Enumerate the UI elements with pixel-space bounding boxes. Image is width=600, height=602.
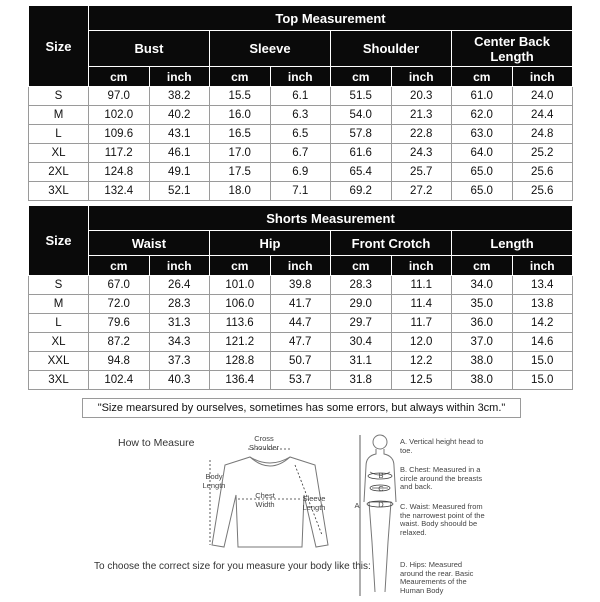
column-header: Hip bbox=[210, 231, 331, 256]
value-cell: 30.4 bbox=[331, 333, 392, 352]
value-cell: 6.5 bbox=[270, 125, 331, 144]
value-cell: 28.3 bbox=[331, 276, 392, 295]
value-cell: 44.7 bbox=[270, 314, 331, 333]
value-cell: 65.0 bbox=[452, 182, 513, 201]
value-cell: 13.4 bbox=[512, 276, 573, 295]
value-cell: 53.7 bbox=[270, 371, 331, 390]
column-header: Sleeve bbox=[210, 31, 331, 67]
value-cell: 65.0 bbox=[452, 163, 513, 182]
unit-header: cm bbox=[331, 256, 392, 276]
size-cell: XXL bbox=[29, 352, 89, 371]
value-cell: 117.2 bbox=[89, 144, 150, 163]
choose-size-instruction: To choose the correct size for you measure your body like this: bbox=[94, 561, 371, 572]
value-cell: 57.8 bbox=[331, 125, 392, 144]
table-row bbox=[29, 314, 573, 333]
table-row bbox=[29, 87, 573, 106]
value-cell: 47.7 bbox=[270, 333, 331, 352]
table-row bbox=[29, 144, 573, 163]
value-cell: 54.0 bbox=[331, 106, 392, 125]
value-cell: 6.3 bbox=[270, 106, 331, 125]
column-header: Waist bbox=[89, 231, 210, 256]
value-cell: 106.0 bbox=[210, 295, 271, 314]
value-cell: 27.2 bbox=[391, 182, 452, 201]
value-cell: 20.3 bbox=[391, 87, 452, 106]
unit-header: inch bbox=[391, 256, 452, 276]
value-cell: 12.2 bbox=[391, 352, 452, 371]
unit-header: inch bbox=[391, 67, 452, 87]
value-cell: 6.9 bbox=[270, 163, 331, 182]
value-cell: 72.0 bbox=[89, 295, 150, 314]
value-cell: 124.8 bbox=[89, 163, 150, 182]
unit-header: cm bbox=[452, 256, 513, 276]
value-cell: 52.1 bbox=[149, 182, 210, 201]
value-cell: 61.6 bbox=[331, 144, 392, 163]
value-cell: 46.1 bbox=[149, 144, 210, 163]
value-cell: 38.2 bbox=[149, 87, 210, 106]
value-cell: 87.2 bbox=[89, 333, 150, 352]
table-row bbox=[29, 106, 573, 125]
note-a: A. Vertical height head to toe. bbox=[400, 437, 484, 455]
value-cell: 40.2 bbox=[149, 106, 210, 125]
value-cell: 40.3 bbox=[149, 371, 210, 390]
size-cell: XL bbox=[29, 144, 89, 163]
note-d: D. Hips: Measured around the rear. Basic Meaurements of the Human Body bbox=[400, 560, 474, 595]
shorts-measurement-table bbox=[28, 205, 573, 390]
value-cell: 43.1 bbox=[149, 125, 210, 144]
chest-width-label: Chest Width bbox=[255, 491, 275, 509]
size-cell: S bbox=[29, 87, 89, 106]
table-row bbox=[29, 182, 573, 201]
value-cell: 24.0 bbox=[512, 87, 573, 106]
top-measurement-table bbox=[28, 5, 573, 201]
unit-header: inch bbox=[512, 67, 573, 87]
value-cell: 31.3 bbox=[149, 314, 210, 333]
value-cell: 39.8 bbox=[270, 276, 331, 295]
unit-header: cm bbox=[89, 67, 150, 87]
how-to-measure-title: How to Measure bbox=[118, 437, 195, 449]
value-cell: 31.1 bbox=[331, 352, 392, 371]
value-cell: 15.0 bbox=[512, 352, 573, 371]
column-header: Center Back Length bbox=[452, 31, 573, 67]
value-cell: 6.7 bbox=[270, 144, 331, 163]
value-cell: 15.0 bbox=[512, 371, 573, 390]
unit-header: cm bbox=[452, 67, 513, 87]
value-cell: 49.1 bbox=[149, 163, 210, 182]
note-b: B. Chest: Measured in a circle around the breasts and back. bbox=[400, 465, 483, 491]
table-title: Shorts Measurement bbox=[89, 206, 573, 231]
size-cell: S bbox=[29, 276, 89, 295]
size-cell: XL bbox=[29, 333, 89, 352]
value-cell: 34.3 bbox=[149, 333, 210, 352]
letter-c: C bbox=[378, 484, 384, 493]
value-cell: 14.6 bbox=[512, 333, 573, 352]
value-cell: 136.4 bbox=[210, 371, 271, 390]
value-cell: 121.2 bbox=[210, 333, 271, 352]
size-cell: 3XL bbox=[29, 182, 89, 201]
size-cell: L bbox=[29, 314, 89, 333]
value-cell: 65.4 bbox=[331, 163, 392, 182]
value-cell: 24.8 bbox=[512, 125, 573, 144]
value-cell: 29.7 bbox=[331, 314, 392, 333]
value-cell: 38.0 bbox=[452, 352, 513, 371]
value-cell: 62.0 bbox=[452, 106, 513, 125]
value-cell: 13.8 bbox=[512, 295, 573, 314]
value-cell: 36.0 bbox=[452, 314, 513, 333]
value-cell: 12.0 bbox=[391, 333, 452, 352]
size-header: Size bbox=[29, 206, 89, 276]
column-header: Shoulder bbox=[331, 31, 452, 67]
table-row bbox=[29, 295, 573, 314]
value-cell: 14.2 bbox=[512, 314, 573, 333]
value-cell: 25.6 bbox=[512, 163, 573, 182]
value-cell: 69.2 bbox=[331, 182, 392, 201]
letter-b: B bbox=[378, 471, 384, 480]
value-cell: 26.4 bbox=[149, 276, 210, 295]
value-cell: 61.0 bbox=[452, 87, 513, 106]
value-cell: 18.0 bbox=[210, 182, 271, 201]
value-cell: 7.1 bbox=[270, 182, 331, 201]
value-cell: 64.0 bbox=[452, 144, 513, 163]
value-cell: 128.8 bbox=[210, 352, 271, 371]
body-length-label: Body Length bbox=[202, 472, 226, 490]
value-cell: 113.6 bbox=[210, 314, 271, 333]
value-cell: 79.6 bbox=[89, 314, 150, 333]
unit-header: cm bbox=[210, 67, 271, 87]
value-cell: 24.3 bbox=[391, 144, 452, 163]
value-cell: 31.8 bbox=[331, 371, 392, 390]
unit-header: inch bbox=[512, 256, 573, 276]
value-cell: 102.0 bbox=[89, 106, 150, 125]
value-cell: 15.5 bbox=[210, 87, 271, 106]
value-cell: 25.2 bbox=[512, 144, 573, 163]
value-cell: 102.4 bbox=[89, 371, 150, 390]
unit-header: inch bbox=[270, 67, 331, 87]
value-cell: 34.0 bbox=[452, 276, 513, 295]
unit-header: inch bbox=[149, 67, 210, 87]
value-cell: 51.5 bbox=[331, 87, 392, 106]
cross-shoulder-label: Cross Shoulder bbox=[248, 434, 280, 452]
value-cell: 37.0 bbox=[452, 333, 513, 352]
size-cell: 2XL bbox=[29, 163, 89, 182]
size-cell: L bbox=[29, 125, 89, 144]
value-cell: 132.4 bbox=[89, 182, 150, 201]
value-cell: 94.8 bbox=[89, 352, 150, 371]
unit-header: cm bbox=[89, 256, 150, 276]
value-cell: 21.3 bbox=[391, 106, 452, 125]
value-cell: 16.5 bbox=[210, 125, 271, 144]
table-row bbox=[29, 125, 573, 144]
value-cell: 6.1 bbox=[270, 87, 331, 106]
value-cell: 28.3 bbox=[149, 295, 210, 314]
size-header: Size bbox=[29, 6, 89, 87]
value-cell: 97.0 bbox=[89, 87, 150, 106]
value-cell: 17.0 bbox=[210, 144, 271, 163]
unit-header: inch bbox=[149, 256, 210, 276]
value-cell: 16.0 bbox=[210, 106, 271, 125]
value-cell: 29.0 bbox=[331, 295, 392, 314]
note-c: C. Waist: Measured from the narrowest point of the waist. Body shoould be relaxed. bbox=[400, 502, 485, 537]
table-title: Top Measurement bbox=[89, 6, 573, 31]
value-cell: 17.5 bbox=[210, 163, 271, 182]
table-row bbox=[29, 163, 573, 182]
size-cell: 3XL bbox=[29, 371, 89, 390]
value-cell: 24.4 bbox=[512, 106, 573, 125]
column-header: Front Crotch bbox=[331, 231, 452, 256]
value-cell: 11.7 bbox=[391, 314, 452, 333]
letter-d: D bbox=[378, 500, 384, 509]
column-header: Bust bbox=[89, 31, 210, 67]
value-cell: 37.3 bbox=[149, 352, 210, 371]
value-cell: 25.7 bbox=[391, 163, 452, 182]
value-cell: 109.6 bbox=[89, 125, 150, 144]
body-figure bbox=[352, 432, 400, 602]
value-cell: 35.0 bbox=[452, 295, 513, 314]
table-row bbox=[29, 352, 573, 371]
value-cell: 22.8 bbox=[391, 125, 452, 144]
column-header: Length bbox=[452, 231, 573, 256]
size-disclaimer: "Size mearsured by ourselves, sometimes has some errors, but always within 3cm." bbox=[82, 398, 521, 418]
table-row bbox=[29, 371, 573, 390]
value-cell: 101.0 bbox=[210, 276, 271, 295]
size-cell: M bbox=[29, 295, 89, 314]
letter-a: A bbox=[354, 501, 360, 510]
value-cell: 67.0 bbox=[89, 276, 150, 295]
unit-header: inch bbox=[270, 256, 331, 276]
value-cell: 50.7 bbox=[270, 352, 331, 371]
table-row bbox=[29, 276, 573, 295]
value-cell: 38.0 bbox=[452, 371, 513, 390]
value-cell: 25.6 bbox=[512, 182, 573, 201]
value-cell: 11.4 bbox=[391, 295, 452, 314]
value-cell: 11.1 bbox=[391, 276, 452, 295]
value-cell: 63.0 bbox=[452, 125, 513, 144]
value-cell: 41.7 bbox=[270, 295, 331, 314]
size-cell: M bbox=[29, 106, 89, 125]
value-cell: 12.5 bbox=[391, 371, 452, 390]
table-row bbox=[29, 333, 573, 352]
sleeve-length-label: Sleeve Length bbox=[302, 494, 326, 512]
unit-header: cm bbox=[210, 256, 271, 276]
unit-header: cm bbox=[331, 67, 392, 87]
